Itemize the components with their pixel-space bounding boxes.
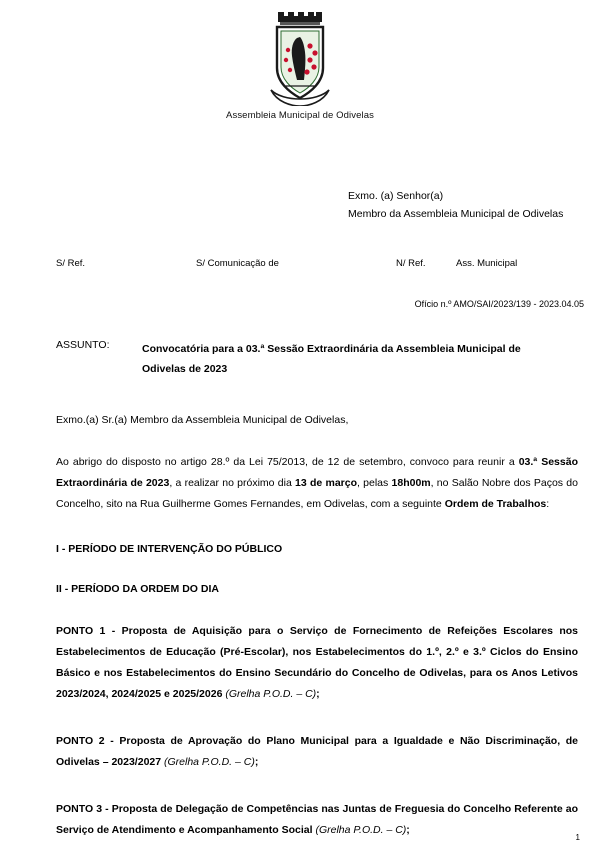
- organization-name: Assembleia Municipal de Odivelas: [226, 110, 374, 121]
- agenda-item-2-suffix: ;: [254, 755, 259, 768]
- agenda-item-2: [56, 731, 578, 773]
- sender-communication-label: S/ Comunicação de: [196, 257, 279, 269]
- agenda-item-3-suffix: ;: [406, 823, 410, 836]
- convocation-paragraph: [56, 452, 578, 515]
- agenda-item-2-grelha: (Grelha P.O.D. – C): [164, 755, 255, 768]
- oficio-number: Ofício n.º AMO/SAI/2023/139 - 2023.04.05: [414, 298, 584, 309]
- addressee-line-2: Membro da Assembleia Municipal de Odivelas: [348, 208, 564, 221]
- section-title-order-of-day: II - PERÍODO DA ORDEM DO DIA: [56, 582, 219, 595]
- page-number: 1: [575, 833, 580, 842]
- our-ref-value: Ass. Municipal: [456, 257, 518, 269]
- paragraph-part-1: Ao abrigo do disposto no artigo 28.º da Lei 75/2013, de 12 de setembro, convoco para reunir a: [56, 455, 519, 468]
- agenda-item-1-text: PONTO 1 - Proposta de Aquisição para o Serviço de Fornecimento de Refeições Escolares nos Estabelecimentos de Educação (Pré-Escolar), nos Estabelecimentos do 1.º, 2.º e 3.º Ciclos do Ensino Básico e nos Estabelecimentos do Ensino Secundário do Concelho de Odivelas, para os Anos Letivos 2023/2024, 2024/2025 e 2025/2026: [56, 624, 578, 700]
- subject-text: [142, 339, 521, 380]
- agenda-item-1-grelha: (Grelha P.O.D. – C): [225, 687, 317, 700]
- coat-of-arms-icon: [0, 10, 600, 106]
- agenda-item-3: [56, 799, 578, 841]
- reference-row: [0, 258, 600, 269]
- paragraph-part-9: :: [546, 497, 550, 510]
- document-body: [0, 414, 600, 841]
- our-ref-label: N/ Ref.: [396, 257, 426, 269]
- sender-ref-label: S/ Ref.: [56, 257, 86, 269]
- paragraph-part-3: , a realizar no próximo dia: [169, 476, 296, 489]
- agenda-item-3-text: PONTO 3 - Proposta de Delegação de Competências nas Juntas de Freguesia do Concelho Referente ao Serviço de Atendimento e Acompanhamento Social: [56, 802, 578, 836]
- subject-line-2: Odivelas de 2023: [142, 363, 228, 376]
- agenda-item-1: [56, 621, 578, 705]
- addressee-line-1: Exmo. (a) Senhor(a): [348, 190, 444, 202]
- agenda-item-2-text: PONTO 2 - Proposta de Aprovação do Plano Municipal para a Igualdade e Não Discriminação, de Odivelas – 2023/2027: [56, 734, 578, 768]
- paragraph-agenda: Ordem de Trabalhos: [444, 497, 547, 510]
- paragraph-session: 03.ª Sessão Extraordinária de 2023: [56, 455, 578, 489]
- salutation: Exmo.(a) Sr.(a) Membro da Assembleia Municipal de Odivelas,: [56, 413, 349, 426]
- paragraph-part-7: , no Salão Nobre dos Paços do Concelho, sito na Rua Guilherme Gomes Fernandes, em Odivelas, com a seguinte: [56, 476, 578, 510]
- subject-block: [0, 339, 600, 380]
- subject-line-1: Convocatória para a 03.ª Sessão Extraordinária da Assembleia Municipal de: [142, 342, 521, 355]
- section-title-public-intervention: I - PERÍODO DE INTERVENÇÃO DO PÚBLICO: [56, 542, 283, 555]
- paragraph-date: 13 de março: [295, 476, 357, 489]
- paragraph-part-5: , pelas: [357, 476, 392, 489]
- document-header: [0, 0, 600, 121]
- agenda-item-1-suffix: ;: [316, 687, 320, 700]
- agenda-item-3-grelha: (Grelha P.O.D. – C): [315, 823, 407, 836]
- addressee-block: [0, 187, 600, 224]
- subject-label: ASSUNTO:: [56, 338, 110, 351]
- paragraph-time: 18h00m: [391, 476, 431, 489]
